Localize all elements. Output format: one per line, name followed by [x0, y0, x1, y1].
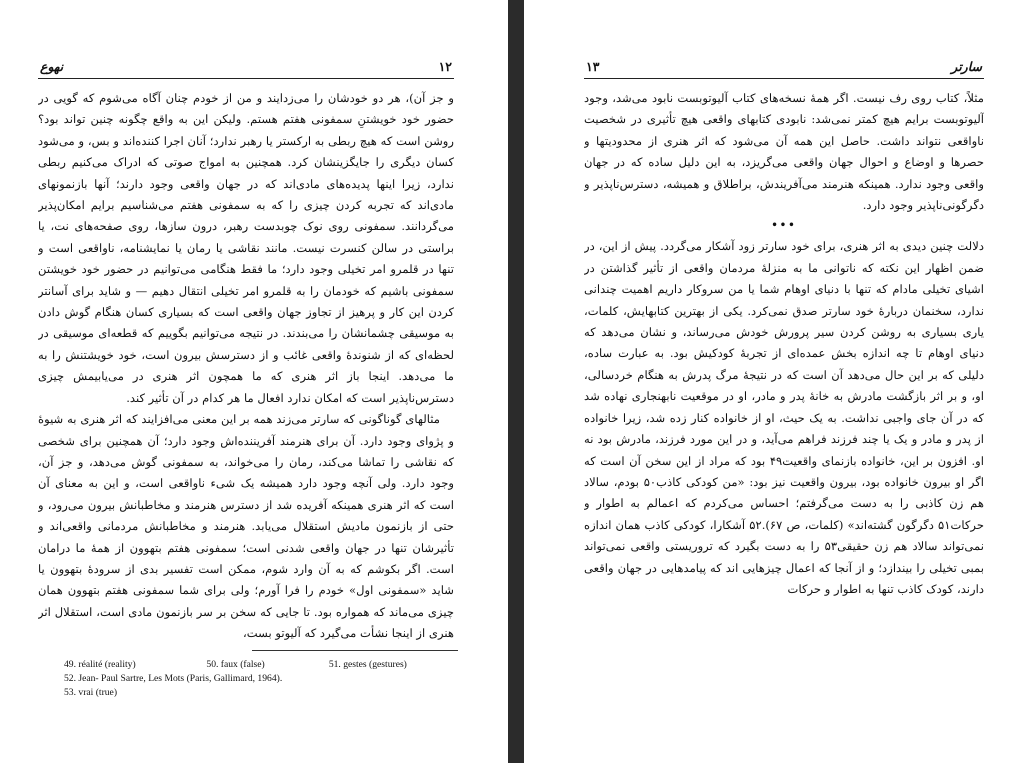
left-paragraph-2: مثالهای گوناگونی که سارتر می‌زند همه بر این معنی می‌افزایند که اثر هنری به شیوهٔ و پژوای وجود دارد. آن برای هنرمند آفریننده‌اش وجود دارد؛ آن همچنین برای شخصی که نقاشی را تماشا می‌کند، رمان را می‌خواند، به سمفونی گوش می‌دهد، و جز آن، وجود دارد. ولی آنچه وجود دارد همیشه یک شیء ناواقعی است، و این به معنای آن است که اثر هنری همینکه آفریده شد از دسترس هنرمند و مخاطبانش بیرون می‌رود، و حتی از بازنمون مادیش استقلال می‌یابد. هنرمند و مخاطبانش مردمانی واقعی‌اند و تأثیرشان تنها در جهان واقعی شدنی است؛ سمفونی هفتم بتهوون از همهٔ ما درامان است. اگر بکوشم که به آن وارد شوم، ممکن است تفسیر بدی از سرودهٔ بتهوون یا شاید «سمفونی اول» خودم را فرا آورم؛ ولی برای شما سمفونی هفتم بتهوون همان چیزی می‌ماند که همواره بود. تا جایی که سخن بر سر بازنمون مادی است، استقلال اثر هنری از اینجا نشأت می‌گیرد که آلیوتو بست،: [38, 412, 454, 641]
right-page: [524, 0, 1024, 763]
right-paragraph-1: مثلاً، کتاب روی رف نیست. اگر همهٔ نسخه‌های کتاب آلیوتوبست نابود می‌شد، وجود آلیوتوبست برایم هیچ کمتر نمی‌شد: نابودی کتابهای واقعی هیچ تأثیری در شخصیت ناواقعی نتواند داشت. حاصل این همه آن می‌شود که اثر هنری از محدودیتها و حصرها و اوضاع و احوال جهان واقعی می‌گریزد، به این دلیل ساده که در جهان واقعی وجود ندارد. همینکه هنرمند می‌آفریندش، براطلاق و همیشه، دسترس‌ناپذیر و دگرگونی‌ناپذیر وجود دارد.: [584, 91, 984, 213]
right-paragraph-2: دلالت چنین دیدی به اثر هنری، برای خود سارتر زود آشکار می‌گردد. پیش از این، در ضمن اظهار این نکته که ناتوانی ما به منزلهٔ مردمان واقعی از تأثیر گذاشتن در اشیای تخیلی مادام که تنها با دنیای اوهام شما یا من سروکار داریم اهمیت چندانی ندارد، سخنمان دربارهٔ خود سارتر صدق نمی‌کرد. یکی از بهترین کتابهایش، کلمات، یاری بسیاری به روشن کردن سیر پرورش خودش می‌رساند، و نشان می‌دهد که دنیای اوهام تا چه اندازه بخش عمده‌ای از تجربهٔ کودکیش بود. به عبارت ساده، دلیلی که بر این حال می‌دهد آن است که در نتیجهٔ مرگ پدرش به هنگام خردسالی، او، و بر اثر بازگشت مادرش به خانهٔ پدر و مادر، او در موقعیت نابهنجاری نهاده شد که در آن جای واجبی نداشت. به یک حیث، او از خانواده کنار زده شد، زیرا خانواده از پدر و مادر و یک یا چند فرزند فراهم می‌آید، و در این مورد فرزند، مادرش بود نه او. افزون بر این، خانواده بازنمای واقعیت‌۴۹ بود که مراد از این سخن آن است که اگر او بیرون خانواده بود، بیرون واقعیت نیز بود: «من کودکی کاذب‌۵۰ بودم، سالاد هم زن کاذبی را به دست می‌گرفتم؛ احساس می‌کردم که اعمالم به اطوار و حرکات‌۵۱ دگرگون گشته‌اند» (کلمات، ص ۶۷).‌۵۲ آشکارا، کودکی کاذب همان اندازه نمی‌تواند سالاد هم زن حقیقی‌۵۳ را به دست بگیرد که تروریستی واقعی نمی‌تواند بمبی تخیلی را بیندازد؛ و از آنجا که اعمال چیزهایی اند که پیامدهایی در جهان واقعی دارند، کودک کاذب تنها به اطوار و حرکات: [584, 239, 984, 596]
left-page: [0, 0, 508, 763]
right-running-title: سارتر: [951, 59, 982, 74]
footnote-53: 53. vrai (true): [64, 687, 118, 698]
left-page-header: [38, 58, 454, 79]
left-body-text: [38, 88, 454, 728]
left-running-title: نهوع: [40, 59, 64, 74]
left-paragraph-1: و جز آن)، هر دو خودشان را می‌زدایند و من از خودم چنان آگاه می‌شوم که گویی در حضور خود خویشتنِ سمفونی هفتم هستم. ولیکن این به واقع چگونه چنین تواند بود؟ روشن است که هیچ ربطی به ارکستر یا رهبر ندارد؛ آنان اجرا کننده‌اند و بس، و می‌شود کسان دیگری را جایگزینشان کرد. همچنین به امواج صوتی که ادراک می‌کنیم ربطی ندارد، زیرا اینها پدیده‌های مادی‌اند که در جهان واقعی وجود دارند؛ آنها بازنمونهای مادی‌اند که تجربه کردن چیزی را که به سمفونی هفتم می‌شناسیم برایم امکان‌پذیر می‌گردانند. سمفونی روی نوک چوبدست رهبر، درون سازها، روی صفحه‌های نت، یا براستی در سالن کنسرت نیست. مانند نقاشی یا رمان یا نمایشنامه، ناواقعی است و تنها در قلمرو امر تخیلی وجود دارد؛ ما فقط هنگامی می‌توانیم در حضور خود خویشتن سمفونی باشیم که خودمان را به قلمرو امر تخیلی انتقال دهیم — و شاید برای آسانتر کردن این کار و پرهیز از تجاوز جهان واقعی است که بسیاری کسان هنگام گوش دادن به موسیقی چشمانشان را می‌بندند. در نتیجه می‌توانیم بگوییم که قطعه‌ای موسیقی در لحظه‌ای که از شنوندهٔ واقعی غائب و از دسترسش بیرون است، خود خویشتنش را به ما می‌دهد. اینجا باز اثر هنری که ما همچون اثر هنری در می‌یابیمش چیزی دسترس‌ناپذیر است که امکان ندارد افعال ما هر کدام در آن تأثیر کند.: [38, 91, 454, 405]
book-gutter: [508, 0, 524, 763]
right-page-header: [584, 58, 984, 79]
footnote-row-1: [64, 658, 454, 672]
footnote-50: 50. faux (false): [206, 659, 265, 670]
footnote-rule: [252, 650, 458, 651]
right-body-text: [584, 88, 984, 638]
footnote-52: 52. Jean- Paul Sartre, Les Mots (Paris, Gallimard, 1964).: [64, 673, 283, 684]
footnote-51: 51. gestes (gestures): [328, 659, 407, 670]
right-page-number: ۱۳: [586, 59, 600, 74]
left-page-number: ۱۲: [438, 59, 452, 74]
footnotes: [64, 658, 454, 700]
section-separator: •••: [771, 220, 797, 232]
footnote-49: 49. réalité (reality): [64, 659, 136, 670]
